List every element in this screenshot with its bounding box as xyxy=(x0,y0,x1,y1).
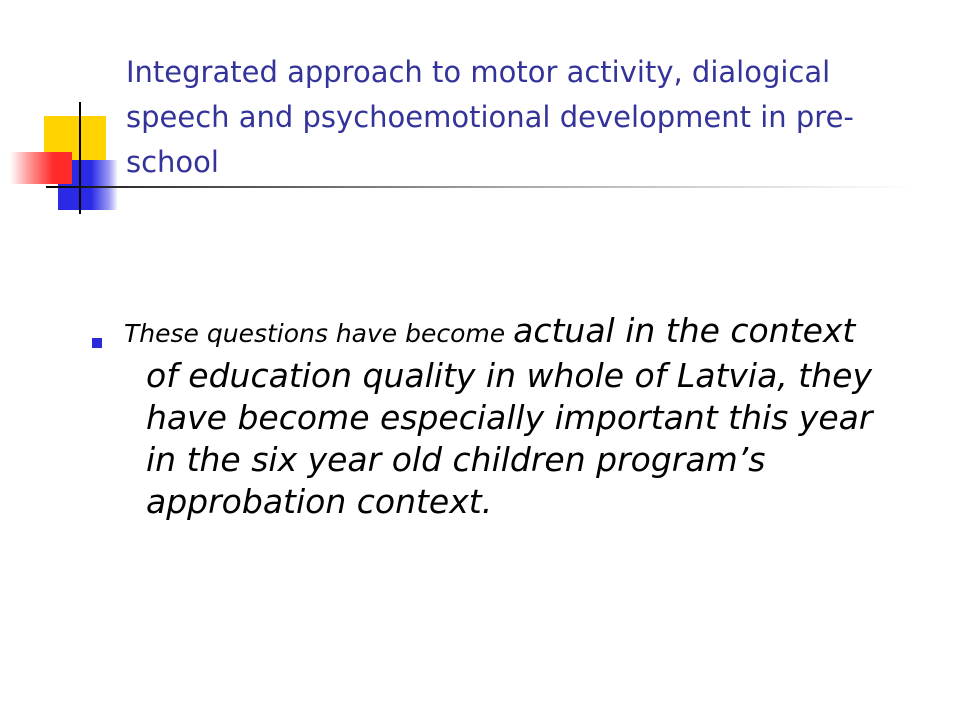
bullet-text-rest: actual in the context of education quality in whole of Latvia, they have become especially important this year in the six year old children program’s approbation context. xyxy=(146,311,873,521)
bullet-text xyxy=(92,310,892,523)
logo-vertical-line xyxy=(79,102,81,214)
bullet-square-icon xyxy=(92,338,102,348)
title-underline xyxy=(46,186,916,188)
slide-title: Integrated approach to motor activity, dialogical speech and psychoemotional development in pre-school xyxy=(126,55,854,179)
bullet-item xyxy=(92,310,892,523)
bullet-text-lead: These questions have become xyxy=(124,319,514,348)
logo-red-bar xyxy=(10,152,72,184)
